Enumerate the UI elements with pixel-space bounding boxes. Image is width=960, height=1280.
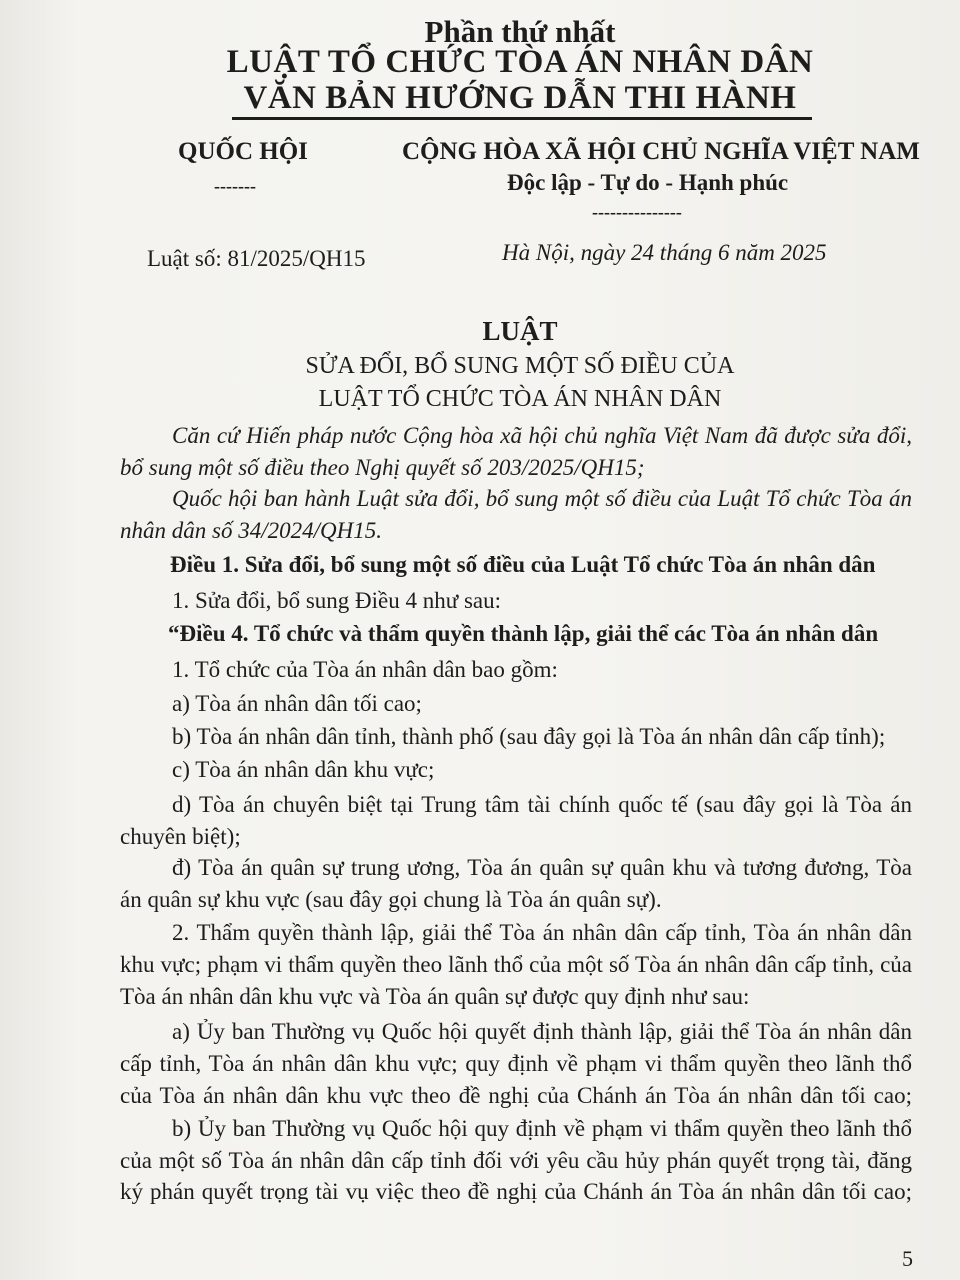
- law-title-line1: SỬA ĐỔI, BỔ SUNG MỘT SỐ ĐIỀU CỦA: [305, 353, 735, 379]
- place-date: Hà Nội, ngày 24 tháng 6 năm 2025: [502, 240, 827, 265]
- motto-rule: ---------------: [592, 202, 682, 222]
- law-number: Luật số: 81/2025/QH15: [147, 246, 366, 271]
- preamble-line: Căn cứ Hiến pháp nước Cộng hòa xã hội chủ nghĩa Việt Nam đã được sửa đổi,: [172, 423, 912, 448]
- clause-text: a) Tòa án nhân dân tối cao;: [172, 691, 422, 716]
- part-label: Phần thứ nhất: [424, 14, 616, 49]
- article-4-heading: “Điều 4. Tổ chức và thẩm quyền thành lập, giải thể các Tòa án nhân dân: [168, 621, 879, 646]
- document-type: LUẬT: [482, 316, 558, 346]
- header-underline: [232, 117, 812, 120]
- motto: Độc lập - Tự do - Hạnh phúc: [507, 170, 789, 195]
- preamble-line: bổ sung một số điều theo Nghị quyết số 203/2025/QH15;: [120, 455, 645, 480]
- nation-name: CỘNG HÒA XÃ HỘI CHỦ NGHĨA VIỆT NAM: [402, 138, 920, 165]
- clause-text: đ) Tòa án quân sự trung ương, Tòa án quân sự quân khu và tương đương, Tòa: [172, 855, 912, 880]
- law-title-line2: LUẬT TỔ CHỨC TÒA ÁN NHÂN DÂN: [318, 386, 722, 412]
- clause-text: 2. Thẩm quyền thành lập, giải thể Tòa án nhân dân cấp tỉnh, Tòa án nhân dân: [172, 920, 912, 945]
- clause-text: khu vực; phạm vi thẩm quyền theo lãnh thổ của một số Tòa án nhân dân cấp tỉnh, của: [120, 952, 912, 977]
- clause-text: c) Tòa án nhân dân khu vực;: [172, 757, 435, 782]
- clause-text: b) Tòa án nhân dân tỉnh, thành phố (sau đây gọi là Tòa án nhân dân cấp tỉnh);: [172, 724, 886, 749]
- clause-text: của Tòa án nhân dân khu vực theo đề nghị của Chánh án Tòa án nhân dân tối cao;: [120, 1083, 912, 1108]
- clause-text: của một số Tòa án nhân dân cấp tỉnh đối với yêu cầu hủy phán quyết trọng tài, đăng: [120, 1148, 912, 1173]
- preamble-line: Quốc hội ban hành Luật sửa đổi, bổ sung một số điều của Luật Tổ chức Tòa án: [172, 486, 912, 511]
- preamble-line: nhân dân số 34/2024/QH15.: [120, 518, 382, 543]
- clause-text: d) Tòa án chuyên biệt tại Trung tâm tài chính quốc tế (sau đây gọi là Tòa án: [172, 792, 912, 817]
- clause-text: chuyên biệt);: [120, 824, 241, 849]
- page-number: 5: [902, 1246, 913, 1271]
- clause-text: 1. Tổ chức của Tòa án nhân dân bao gồm:: [172, 657, 558, 682]
- article-1-heading: Điều 1. Sửa đổi, bổ sung một số điều của Luật Tổ chức Tòa án nhân dân: [170, 552, 876, 577]
- issuer: QUỐC HỘI: [178, 138, 308, 165]
- clause-text: a) Ủy ban Thường vụ Quốc hội quyết định thành lập, giải thể Tòa án nhân dân: [172, 1019, 912, 1044]
- issuer-rule: -------: [214, 176, 256, 196]
- clause-text: cấp tỉnh, Tòa án nhân dân khu vực; quy định về phạm vi thẩm quyền theo lãnh thổ: [120, 1051, 912, 1076]
- part-title-line2: VĂN BẢN HƯỚNG DẪN THI HÀNH: [243, 80, 797, 116]
- clause-text: ký phán quyết trọng tài vụ việc theo đề nghị của Chánh án Tòa án nhân dân tối cao;: [120, 1179, 912, 1204]
- part-title-line1: LUẬT TỔ CHỨC TÒA ÁN NHÂN DÂN: [226, 44, 814, 80]
- clause-text: b) Ủy ban Thường vụ Quốc hội quy định về phạm vi thẩm quyền theo lãnh thổ: [172, 1116, 912, 1141]
- clause-text: án quân sự khu vực (sau đây gọi chung là Tòa án quân sự).: [120, 887, 662, 912]
- clause-text: Tòa án nhân dân khu vực và Tòa án quân sự được quy định như sau:: [120, 984, 750, 1009]
- clause-text: 1. Sửa đổi, bổ sung Điều 4 như sau:: [172, 588, 502, 613]
